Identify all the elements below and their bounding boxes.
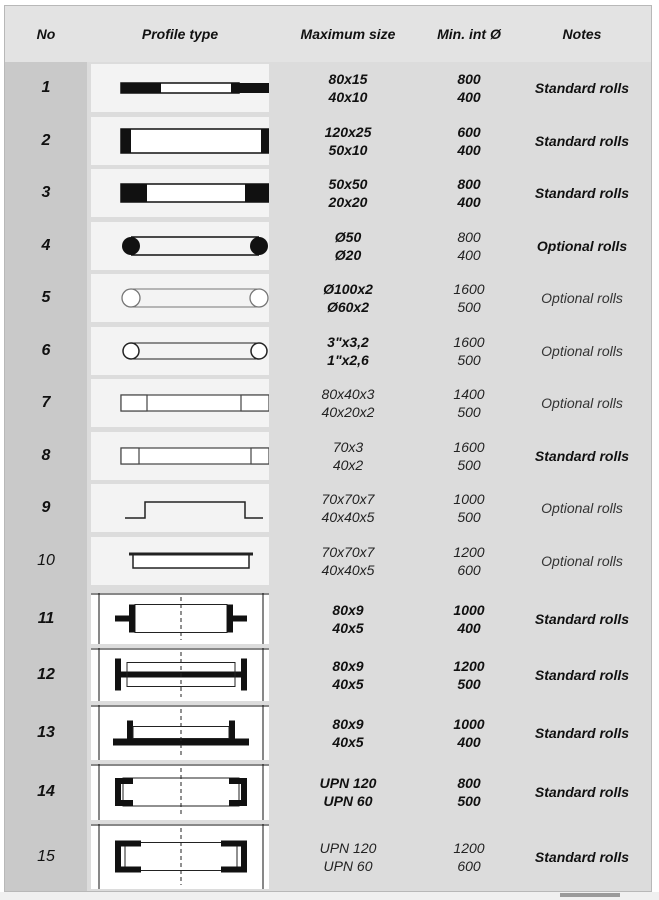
min-diameter-cell bbox=[423, 325, 515, 377]
min-diameter-cell bbox=[423, 646, 515, 703]
header-maximum-size: Maximum size bbox=[300, 26, 396, 42]
profile-table bbox=[4, 5, 652, 892]
maximum-size-cell bbox=[273, 482, 423, 534]
table-row bbox=[5, 115, 651, 167]
pipe-icon bbox=[91, 327, 269, 375]
min-line-2: 400 bbox=[457, 247, 481, 263]
min-diameter-cell bbox=[423, 482, 515, 534]
size-line-1: 70x3 bbox=[332, 439, 364, 455]
table-row bbox=[5, 167, 651, 219]
size-line-2: 40x40x5 bbox=[321, 509, 375, 525]
header-min-int-diameter: Min. int Ø bbox=[437, 26, 501, 42]
notes-cell: Standard rolls bbox=[534, 724, 630, 741]
rectangular-tube-icon bbox=[91, 379, 269, 427]
notes-cell: Standard rolls bbox=[534, 448, 630, 464]
table-row bbox=[5, 703, 651, 762]
notes-cell: Standard rolls bbox=[534, 185, 630, 201]
maximum-size-cell bbox=[273, 646, 423, 703]
maximum-size-cell bbox=[273, 220, 423, 272]
table-row bbox=[5, 272, 651, 324]
table-row bbox=[5, 377, 651, 429]
row-number: 11 bbox=[37, 609, 55, 627]
size-line-2: 40x5 bbox=[332, 675, 364, 692]
row-number: 2 bbox=[41, 132, 51, 149]
size-line-2: Ø60x2 bbox=[326, 299, 370, 315]
min-diameter-cell bbox=[423, 762, 515, 822]
min-line-1: 1600 bbox=[453, 439, 485, 455]
min-line-2: 500 bbox=[457, 793, 481, 809]
maximum-size-cell bbox=[273, 377, 423, 429]
size-line-1: 50x50 bbox=[328, 176, 368, 192]
angle-inverted-icon bbox=[91, 537, 269, 585]
min-line-2: 600 bbox=[457, 857, 481, 874]
min-line-2: 500 bbox=[457, 509, 481, 525]
row-number: 3 bbox=[41, 184, 51, 201]
size-line-2: 40x5 bbox=[332, 733, 364, 750]
size-line-1: 70x70x7 bbox=[321, 544, 375, 560]
min-line-2: 400 bbox=[457, 619, 481, 636]
maximum-size-cell bbox=[273, 822, 423, 891]
channel-upn-heavy-icon bbox=[91, 824, 269, 889]
size-line-1: 80x15 bbox=[328, 71, 368, 87]
table-row bbox=[5, 646, 651, 703]
min-line-2: 500 bbox=[457, 299, 481, 315]
notes-cell: Optional rolls bbox=[541, 343, 623, 359]
table-row bbox=[5, 591, 651, 646]
round-tube-icon bbox=[91, 274, 269, 322]
maximum-size-cell bbox=[273, 325, 423, 377]
min-line-2: 400 bbox=[457, 142, 481, 158]
min-diameter-cell bbox=[423, 272, 515, 324]
size-line-2: 40x10 bbox=[328, 89, 368, 105]
min-diameter-cell bbox=[423, 115, 515, 167]
channel-upn-icon bbox=[91, 764, 269, 820]
size-line-1: 120x25 bbox=[324, 124, 372, 140]
row-number: 12 bbox=[37, 665, 55, 683]
t-bar-icon bbox=[91, 593, 269, 644]
size-line-1: 3"x3,2 bbox=[327, 334, 369, 350]
min-diameter-cell bbox=[423, 591, 515, 646]
header-notes: Notes bbox=[562, 26, 602, 42]
size-line-2: 40x20x2 bbox=[321, 404, 375, 420]
size-line-2: UPN 60 bbox=[323, 857, 373, 874]
row-number: 1 bbox=[41, 79, 51, 96]
size-line-2: 50x10 bbox=[328, 142, 368, 158]
notes-cell: Standard rolls bbox=[534, 848, 630, 865]
notes-cell: Optional rolls bbox=[541, 553, 623, 569]
table-row bbox=[5, 62, 651, 114]
size-line-1: 80x40x3 bbox=[321, 386, 375, 402]
maximum-size-cell bbox=[273, 167, 423, 219]
table-row bbox=[5, 220, 651, 272]
size-line-1: UPN 120 bbox=[319, 775, 377, 791]
min-line-1: 800 bbox=[457, 71, 481, 87]
maximum-size-cell bbox=[273, 115, 423, 167]
min-line-1: 1200 bbox=[453, 657, 485, 674]
size-line-1: 80x9 bbox=[332, 715, 364, 732]
min-line-2: 500 bbox=[457, 675, 481, 692]
notes-cell: Optional rolls bbox=[541, 500, 623, 516]
row-number: 7 bbox=[41, 394, 51, 411]
notes-cell: Standard rolls bbox=[534, 80, 630, 96]
min-diameter-cell bbox=[423, 822, 515, 891]
t-bar-flange-icon bbox=[91, 648, 269, 701]
size-line-1: Ø50 bbox=[334, 229, 362, 245]
notes-cell: Optional rolls bbox=[536, 238, 628, 254]
notes-cell: Standard rolls bbox=[534, 133, 630, 149]
size-line-2: 40x5 bbox=[332, 619, 364, 636]
size-line-1: 70x70x7 bbox=[321, 491, 375, 507]
min-line-1: 800 bbox=[457, 775, 481, 791]
min-line-1: 1000 bbox=[453, 715, 485, 732]
min-line-2: 400 bbox=[457, 194, 481, 210]
min-line-1: 800 bbox=[457, 229, 481, 245]
row-number: 14 bbox=[37, 783, 55, 800]
size-line-2: UPN 60 bbox=[323, 793, 373, 809]
row-number: 6 bbox=[41, 342, 51, 359]
scroll-thumb[interactable] bbox=[560, 893, 620, 897]
size-line-2: 1"x2,6 bbox=[327, 352, 369, 368]
table-row bbox=[5, 325, 651, 377]
min-line-2: 600 bbox=[457, 562, 481, 578]
angle-icon bbox=[91, 484, 269, 532]
table-header bbox=[5, 6, 651, 62]
min-line-1: 800 bbox=[457, 176, 481, 192]
maximum-size-cell bbox=[273, 430, 423, 482]
square-bar-icon bbox=[91, 169, 269, 217]
min-diameter-cell bbox=[423, 220, 515, 272]
min-line-2: 400 bbox=[457, 89, 481, 105]
min-line-1: 1200 bbox=[453, 839, 485, 856]
min-line-2: 500 bbox=[457, 404, 481, 420]
row-number: 4 bbox=[41, 237, 51, 254]
notes-cell: Standard rolls bbox=[534, 666, 630, 683]
row-number: 10 bbox=[37, 552, 55, 569]
size-line-2: 40x2 bbox=[332, 457, 364, 473]
min-diameter-cell bbox=[423, 703, 515, 762]
size-line-2: Ø20 bbox=[334, 247, 362, 263]
t-bar-stem-icon bbox=[91, 705, 269, 760]
maximum-size-cell bbox=[273, 62, 423, 114]
flat-bar-filled-ends-icon bbox=[91, 64, 269, 112]
table-row bbox=[5, 430, 651, 482]
size-line-2: 40x40x5 bbox=[321, 562, 375, 578]
min-diameter-cell bbox=[423, 430, 515, 482]
row-number: 5 bbox=[41, 289, 51, 306]
min-line-2: 500 bbox=[457, 352, 481, 368]
square-tube-icon bbox=[91, 432, 269, 480]
table-row bbox=[5, 762, 651, 822]
size-line-1: 80x9 bbox=[332, 657, 364, 674]
table-row bbox=[5, 482, 651, 534]
maximum-size-cell bbox=[273, 591, 423, 646]
table-row bbox=[5, 822, 651, 891]
notes-cell: Standard rolls bbox=[534, 784, 630, 800]
maximum-size-cell bbox=[273, 762, 423, 822]
min-line-1: 1000 bbox=[453, 601, 485, 618]
maximum-size-cell bbox=[273, 272, 423, 324]
round-bar-icon bbox=[91, 222, 269, 270]
header-profile-type: Profile type bbox=[141, 26, 219, 42]
maximum-size-cell bbox=[273, 703, 423, 762]
min-line-1: 600 bbox=[457, 124, 481, 140]
row-number: 15 bbox=[37, 847, 55, 865]
min-line-1: 1400 bbox=[453, 386, 485, 402]
min-diameter-cell bbox=[423, 377, 515, 429]
notes-cell: Optional rolls bbox=[541, 290, 623, 306]
row-number: 13 bbox=[37, 723, 55, 741]
min-diameter-cell bbox=[423, 535, 515, 587]
row-number: 9 bbox=[41, 499, 51, 516]
size-line-2: 20x20 bbox=[328, 194, 368, 210]
size-line-1: 80x9 bbox=[332, 601, 364, 618]
table-row bbox=[5, 535, 651, 587]
notes-cell: Standard rolls bbox=[534, 610, 630, 627]
header-no: No bbox=[36, 26, 56, 42]
size-line-1: UPN 120 bbox=[319, 839, 377, 856]
min-diameter-cell bbox=[423, 62, 515, 114]
min-line-2: 500 bbox=[457, 457, 481, 473]
min-line-1: 1600 bbox=[453, 334, 485, 350]
min-line-2: 400 bbox=[457, 733, 481, 750]
row-number: 8 bbox=[41, 447, 51, 464]
min-diameter-cell bbox=[423, 167, 515, 219]
maximum-size-cell bbox=[273, 535, 423, 587]
min-line-1: 1200 bbox=[453, 544, 485, 560]
size-line-1: Ø100x2 bbox=[323, 281, 373, 297]
thick-flat-bar-icon bbox=[91, 117, 269, 165]
min-line-1: 1000 bbox=[453, 491, 485, 507]
min-line-1: 1600 bbox=[453, 281, 485, 297]
notes-cell: Optional rolls bbox=[541, 395, 623, 411]
